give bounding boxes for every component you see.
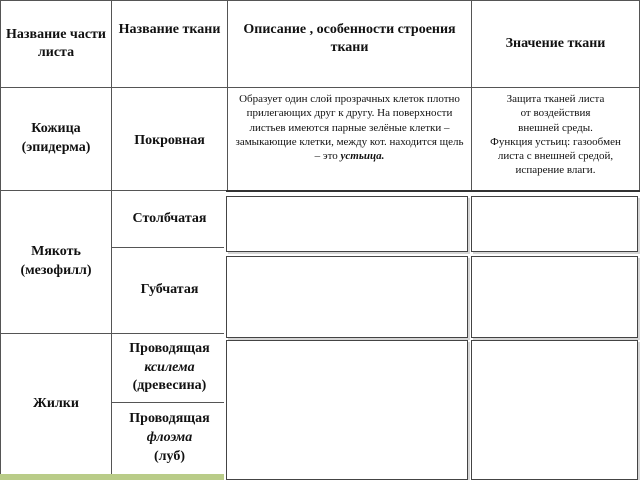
epidermis-meaning-line5: листа с внешней средой, — [497, 150, 614, 163]
phloem-tissue-cell — [111, 402, 228, 475]
epidermis-tissue-text: Покровная — [134, 133, 205, 148]
xylem-line2: ксилема — [144, 359, 195, 375]
spongy-description-box — [226, 256, 468, 338]
header-description — [227, 0, 472, 88]
epidermis-description-stomata: устьица. — [340, 150, 385, 163]
epidermis-meaning-line4: Функция устьиц: газообмен — [490, 135, 621, 148]
veins-meaning-box — [471, 340, 638, 480]
epidermis-meaning-line6: испарение влаги. — [515, 164, 596, 177]
palisade-tissue-cell — [111, 190, 228, 248]
epidermis-description-text: Образует один слой прозрачных клеток плотно прилегающих друг к другу. На поверхности листьев имеются парные зелёные клетки – замыкающие клетки, между кот. находится щель – это — [235, 93, 464, 163]
epidermis-meaning-line2: от воздействия — [520, 107, 591, 120]
epidermis-part-line1: Кожица — [31, 121, 81, 137]
epidermis-description-cell — [227, 87, 472, 191]
epidermis-tissue-cell — [111, 87, 228, 191]
mesophyll-part-line2: (мезофилл) — [20, 263, 92, 278]
spongy-tissue-cell — [111, 247, 228, 334]
epidermis-part-line2: (эпидерма) — [21, 140, 91, 155]
mesophyll-part-line1: Мякоть — [31, 244, 81, 260]
epidermis-part-cell — [0, 87, 112, 191]
xylem-tissue-cell — [111, 333, 228, 403]
mesophyll-part-cell — [0, 190, 112, 334]
veins-part-text: Жилки — [33, 395, 79, 411]
palisade-meaning-box — [471, 196, 638, 252]
palisade-description-box — [226, 196, 468, 252]
xylem-line3: (древесина) — [132, 378, 207, 394]
header-description-text: Описание , особенности строения ткани — [243, 22, 456, 56]
header-meaning — [471, 0, 640, 88]
header-tissue-name — [111, 0, 228, 88]
header-meaning-text: Значение ткани — [505, 35, 606, 51]
phloem-line3: (луб) — [153, 448, 185, 464]
xylem-line1: Проводящая — [129, 340, 210, 356]
header-tissue-name-text: Название ткани — [118, 22, 221, 37]
veins-description-box — [226, 340, 468, 480]
bottom-strip — [0, 474, 224, 480]
epidermis-meaning-line1: Защита тканей листа — [506, 93, 605, 105]
spongy-tissue-text: Губчатая — [140, 282, 199, 298]
epidermis-meaning-line3: внешней среды. — [518, 121, 593, 134]
row-separator-line — [226, 190, 640, 192]
phloem-line1: Проводящая — [129, 411, 210, 427]
phloem-line2: флоэма — [146, 430, 193, 446]
header-part-name-text: Название части листа — [6, 26, 106, 60]
veins-part-cell — [0, 333, 112, 475]
spongy-meaning-box — [471, 256, 638, 338]
header-part-name — [0, 0, 112, 88]
palisade-tissue-text: Столбчатая — [132, 210, 207, 226]
epidermis-meaning-cell — [471, 87, 640, 191]
